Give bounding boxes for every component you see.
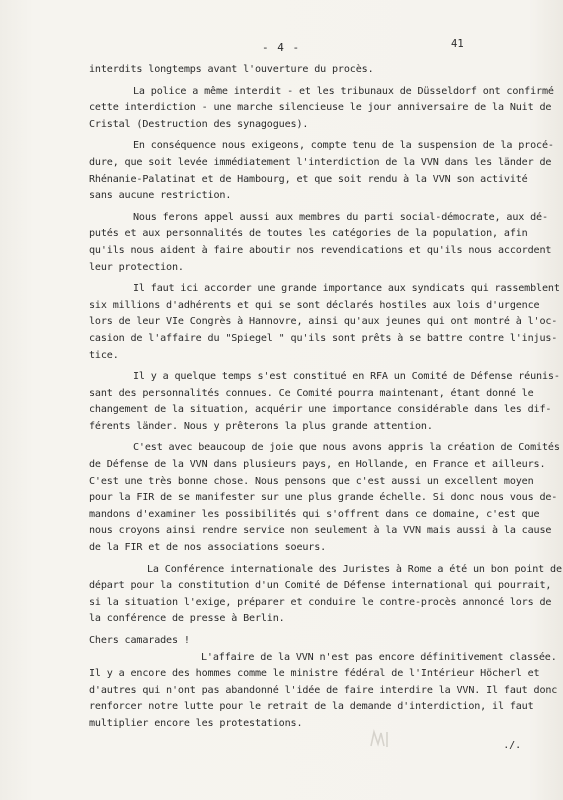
text-line: Nous ferons appel aussi aux membres du parti social-démocrate, aux dé-: [133, 211, 548, 223]
paragraph: [89, 210, 552, 276]
text-line: casion de l'affaire du "Spiegel " qu'ils sont prêts à se battre contre l'injus-: [89, 332, 558, 344]
text-line: d'autres qui n'ont pas abandonné l'idée de faire interdire la VVN. Il faut donc: [89, 684, 558, 696]
text-line: putés et aux personnalités de toutes les catégories de la population, afin: [89, 228, 528, 240]
text-line: de Défense de la VVN dans plusieurs pays, en Hollande, en France et ailleurs.: [89, 459, 546, 471]
text-line: interdits longtemps avant l'ouverture du procès.: [89, 64, 374, 75]
page-label: - 4 -: [262, 41, 301, 54]
text-line: C'est avec beaucoup de joie que nous avons appris la création de Comités: [133, 442, 560, 454]
text-line: Il y a encore des hommes comme le ministre fédéral de l'Intérieur Höcherl et: [89, 668, 540, 680]
paragraph: [89, 369, 560, 435]
text-line: férents länder. Nous y prêterons la plus grande attention.: [89, 420, 433, 432]
text-line: ./.: [503, 739, 521, 751]
text-line: multiplier encore les protestations.: [89, 717, 303, 729]
page-number: 41: [451, 38, 464, 50]
text-line: nous croyons ainsi rendre service non seulement à la VVN mais aussi à la cause: [89, 525, 552, 537]
text-line: sant des personnalités connues. Ce Comité pourra maintenant, étant donné le: [89, 387, 534, 399]
text-line: C'est une très bonne chose. Nous pensons que c'est aussi un excellent moyen: [89, 475, 534, 487]
paragraph: [89, 138, 554, 204]
text-line: la conférence de presse à Berlin.: [89, 613, 285, 625]
text-line: Cristal (Destruction des synagogues).: [89, 118, 309, 130]
text-line: départ pour la constitution d'un Comité de Défense international qui pourrait,: [89, 580, 552, 592]
document-body: [89, 62, 562, 759]
text-line: pour la FIR de se manifester sur une plus grande échelle. Si donc nous vous de-: [89, 492, 558, 504]
text-line: L'affaire de la VVN n'est pas encore définitivement classée.: [201, 651, 557, 663]
text-line: sans aucune restriction.: [89, 190, 232, 202]
paragraph: [89, 62, 539, 79]
text-line: leur protection.: [89, 261, 184, 273]
text-line: mandons d'examiner les possibilités qui s'offrent dans ce domaine, c'est que: [89, 508, 540, 520]
continuation-mark: [89, 738, 539, 755]
paragraph: [89, 281, 560, 364]
paragraph: [89, 84, 554, 134]
salutation: [89, 633, 539, 650]
text-line: de la FIR et de nos associations soeurs.: [89, 542, 327, 554]
paragraph: [89, 440, 560, 556]
text-line: La Conférence internationale des Juristes à Rome a été un bon point de: [147, 563, 562, 575]
text-line: renforcer notre lutte pour le retrait de la demande d'interdiction, il faut: [89, 701, 534, 713]
text-line: lors de leur VIe Congrès à Hannovre, ainsi qu'aux jeunes qui ont montré à l'oc-: [89, 316, 558, 328]
text-line: Il y a quelque temps s'est constitué en RFA un Comité de Défense réunis-: [133, 371, 560, 383]
text-line: Rhénanie-Palatinat et de Hambourg, et que soit rendu à la VVN son activité: [89, 173, 528, 185]
text-line: Chers camarades !: [89, 635, 190, 646]
text-line: Il faut ici accorder une grande importance aux syndicats qui rassemblent: [133, 283, 560, 295]
paragraph: [89, 650, 558, 733]
text-line: qu'ils nous aident à faire aboutir nos revendications et qu'ils nous accordent: [89, 244, 552, 256]
paragraph: [89, 562, 562, 628]
text-line: La police a même interdit - et les tribunaux de Düsseldorf ont confirmé: [133, 85, 554, 97]
text-line: si la situation l'exige, préparer et conduire le contre-procès annoncé lors de: [89, 596, 552, 608]
text-line: changement de la situation, acquérir une importance considérable dans les dif-: [89, 404, 552, 416]
text-line: dure, que soit levée immédiatement l'interdiction de la VVN dans les länder de: [89, 156, 552, 168]
text-line: En conséquence nous exigeons, compte tenu de la suspension de la procé-: [133, 140, 554, 152]
text-line: tice.: [89, 349, 119, 361]
faint-stamp-mark: [368, 728, 392, 750]
text-line: six millions d'adhérents et qui se sont déclarés hostiles aux lois d'urgence: [89, 299, 540, 311]
text-line: cette interdiction - une marche silencieuse le jour anniversaire de la Nuit de: [89, 102, 552, 114]
